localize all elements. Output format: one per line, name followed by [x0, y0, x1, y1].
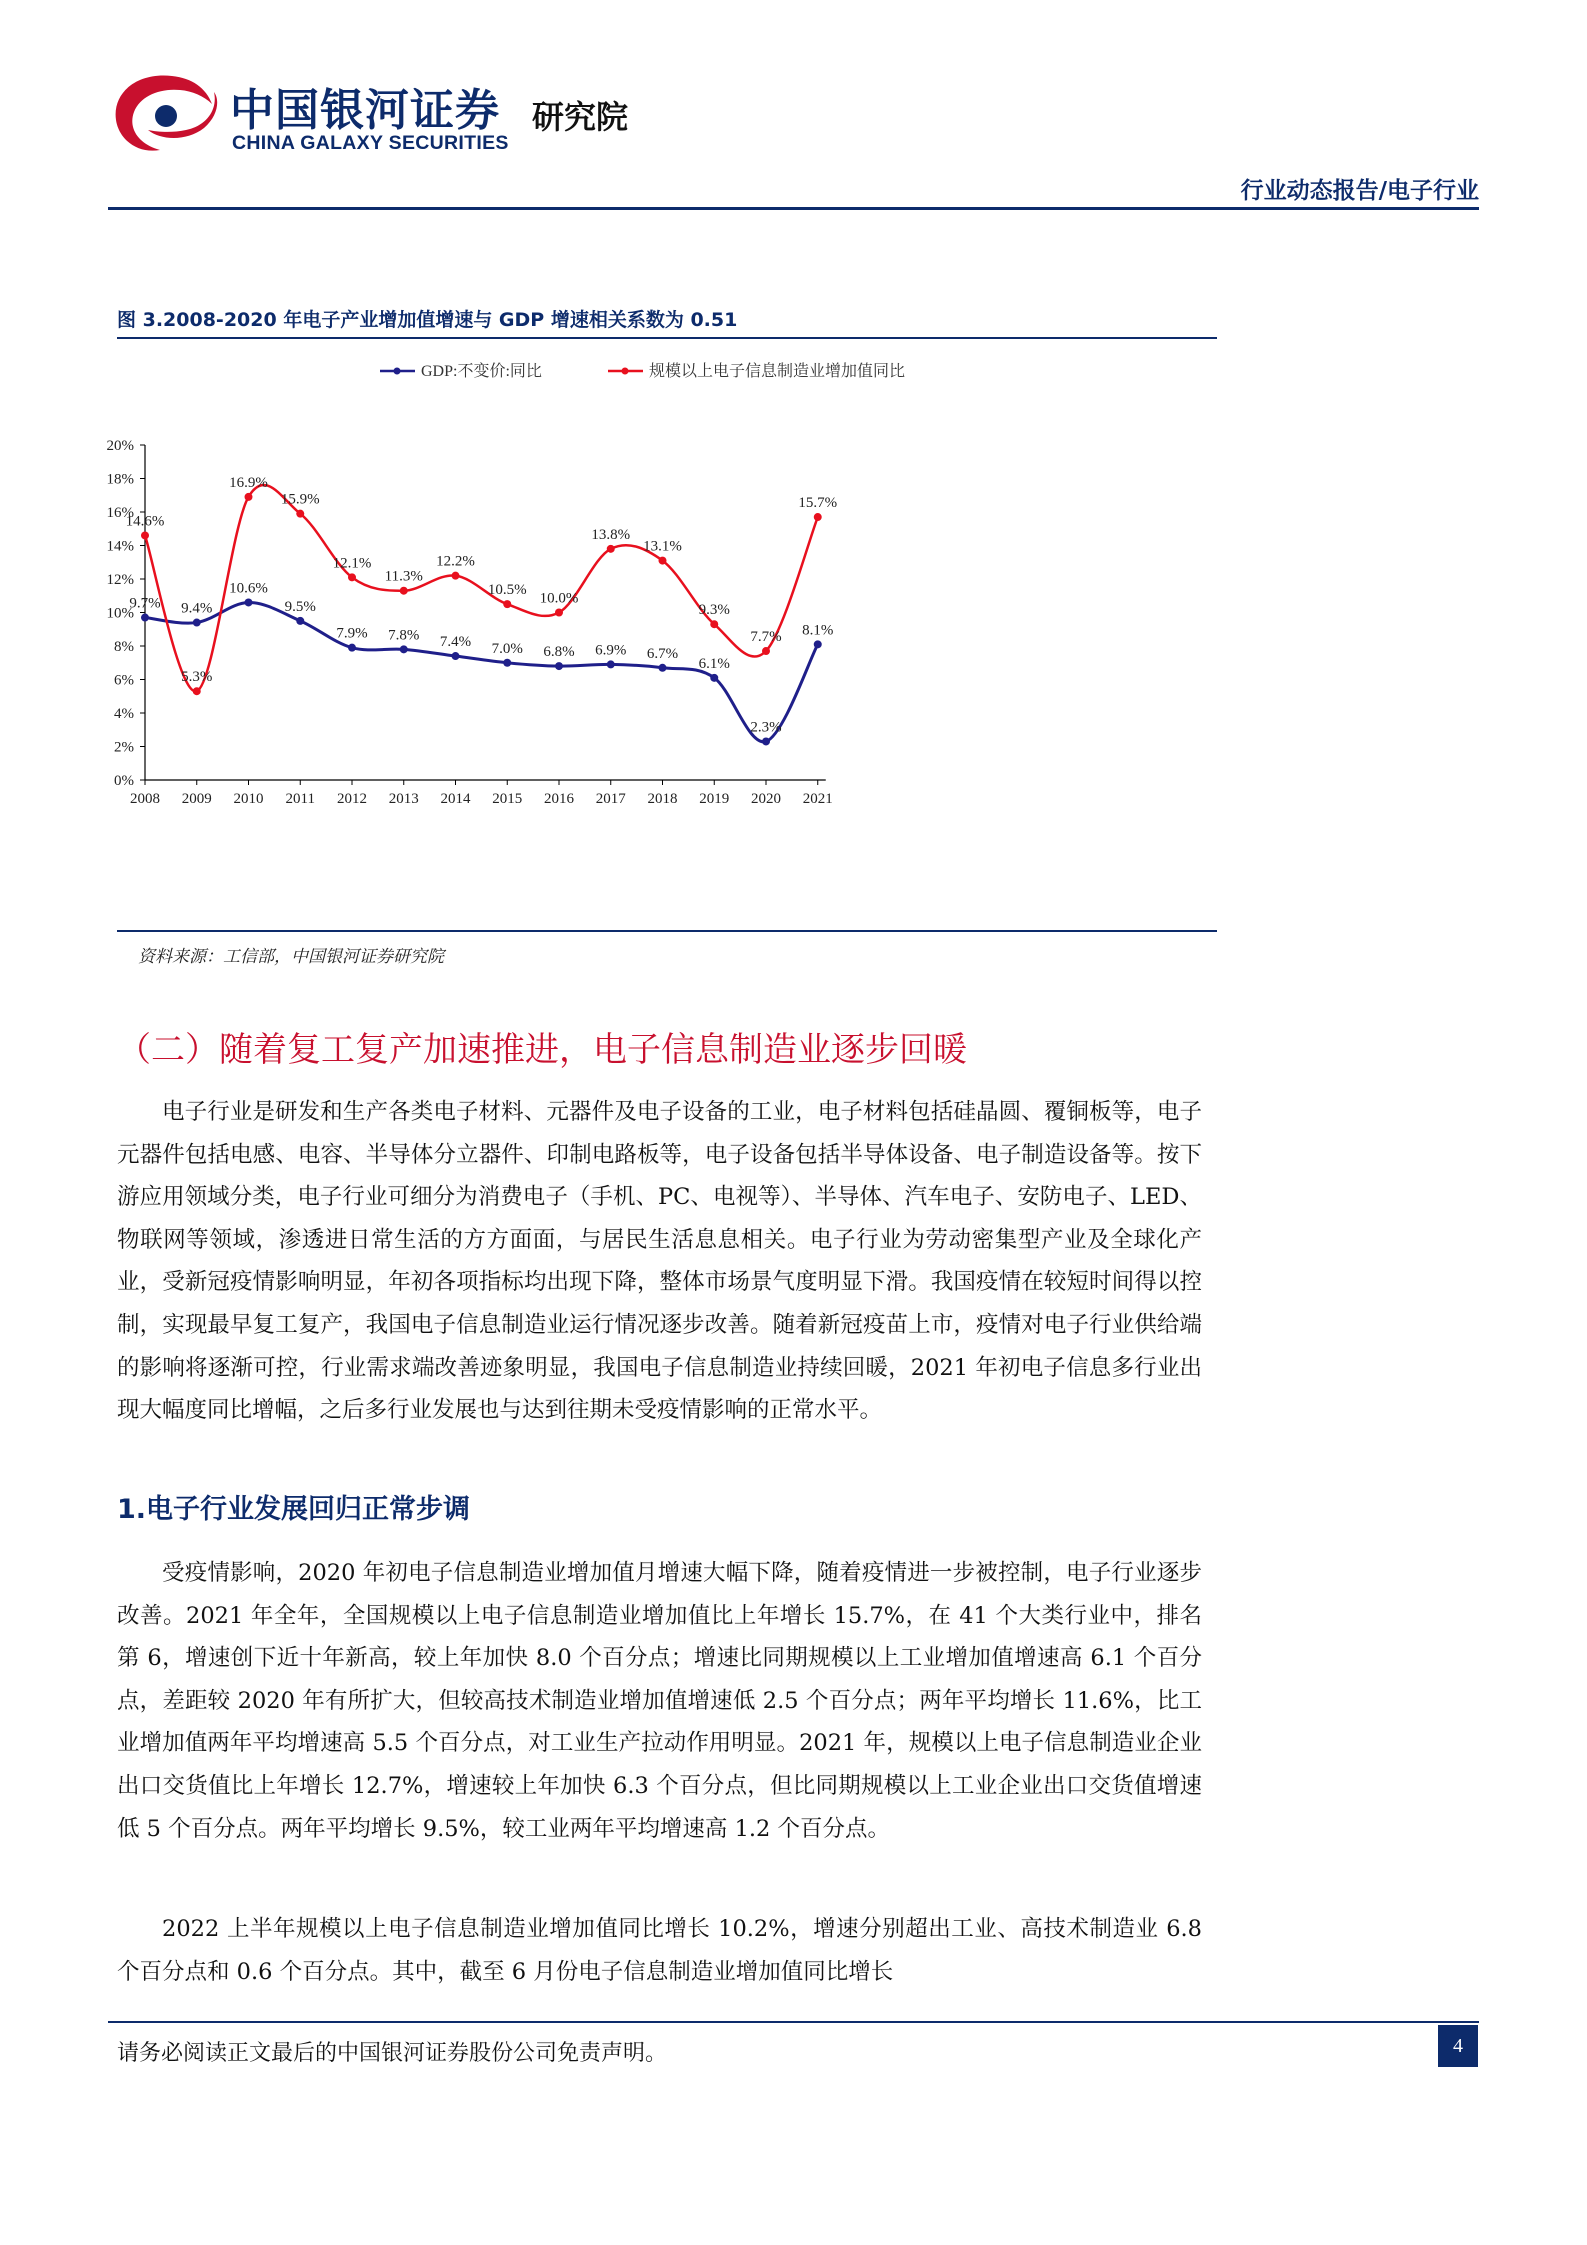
data-point-gdp — [348, 644, 356, 652]
data-label-electronics: 7.7% — [750, 629, 782, 646]
data-point-gdp — [193, 619, 201, 627]
legend — [380, 361, 905, 380]
x-tick-label: 2016 — [544, 791, 574, 807]
data-label-gdp: 9.7% — [129, 595, 161, 612]
subsection-paragraph-2: 2022 上半年规模以上电子信息制造业增加值同比增长 10.2%，增速分别超出工业、高技术制造业 6.8 个百分点和 0.6 个百分点。其中，截至 6 月份电子信息制造业增加值同比增长 — [117, 1916, 1202, 1985]
x-tick-label: 2019 — [699, 791, 730, 807]
figure-title: 图 3.2008-2020 年电子产业增加值增速与 GDP 增速相关系数为 0.51 — [117, 309, 738, 331]
data-label-electronics: 16.9% — [229, 474, 268, 491]
data-label-electronics: 10.0% — [539, 590, 579, 607]
figure-top-rule — [117, 337, 1217, 339]
data-point-electronics — [607, 545, 615, 553]
data-point-gdp — [452, 652, 460, 660]
y-tick-label: 2% — [114, 739, 134, 756]
y-tick-label: 4% — [114, 706, 134, 722]
x-tick-label: 2014 — [440, 791, 471, 807]
x-tick-label: 2012 — [337, 791, 367, 807]
data-point-electronics — [245, 493, 253, 501]
data-label-electronics: 10.5% — [487, 582, 527, 599]
header-divider — [108, 207, 1479, 210]
brand-name-en: CHINA GALAXY SECURITIES — [232, 132, 509, 154]
figure-source: 资料来源：工信部，中国银河证券研究院 — [138, 947, 444, 967]
data-label-electronics: 14.6% — [125, 513, 165, 530]
x-tick-label: 2010 — [233, 791, 264, 807]
x-tick-label: 2021 — [802, 791, 833, 807]
data-point-electronics — [659, 557, 667, 565]
data-label-gdp: 6.7% — [646, 645, 679, 662]
galaxy-swirl-icon — [108, 70, 226, 162]
institute-label: 研究院 — [532, 98, 629, 136]
data-label-gdp: 9.5% — [284, 598, 316, 615]
data-point-gdp — [245, 598, 253, 606]
data-label-gdp: 6.9% — [595, 642, 627, 659]
data-point-electronics — [762, 647, 770, 655]
y-tick-label: 16% — [106, 505, 134, 521]
footer-disclaimer: 请务必阅读正文最后的中国银河证券股份公司免责声明。 — [117, 2041, 668, 2066]
data-point-gdp — [814, 640, 822, 648]
x-tick-label: 2008 — [130, 791, 160, 807]
data-label-electronics: 13.8% — [591, 526, 631, 543]
data-label-gdp: 6.1% — [698, 655, 730, 672]
subsection-paragraph-1: 受疫情影响，2020 年初电子信息制造业增加值月增速大幅下降，随着疫情进一步被控制，电子行业逐步改善。2021 年全年，全国规模以上电子信息制造业增加值比上年增长 15.7%，在 41 个大类行业中，排名第 6，增速创下近十年新高，较上年加快 8.0 个百分点；增速比同期规模以上工业增加值增速高 6.1 个百分点，差距较 2020 年有所扩大，但较高技术制造业增加值增速低 2.5 个百分点；两年平均增长 11.6%，比工业增加值两年平均增速高 5.5 个百分点，对工业生产拉动作用明显。2021 年，规模以上电子信息制造业企业出口交货值比上年增长 12.7%，增速较上年加快 6.3 个百分点，但比同期规模以上工业企业出口交货值增速低 5 个百分点。两年平均增长 9.5%，较工业两年平均增速高 1.2 个百分点。 — [117, 1560, 1202, 1842]
data-point-gdp — [555, 662, 563, 670]
data-label-gdp: 7.4% — [439, 634, 472, 651]
page-number: 4 — [1438, 2025, 1478, 2067]
data-label-electronics: 12.1% — [332, 555, 372, 572]
data-label-electronics: 9.3% — [698, 602, 730, 619]
brand-name-cn: 中国银河证券 — [230, 85, 500, 136]
y-tick-label: 10% — [106, 605, 134, 622]
y-tick-label: 12% — [106, 572, 134, 588]
line-chart — [106, 345, 1217, 935]
data-point-gdp — [503, 659, 511, 667]
y-tick-label: 0% — [114, 773, 134, 789]
data-label-electronics: 11.3% — [384, 568, 423, 585]
data-label-electronics: 13.1% — [643, 538, 682, 555]
data-point-electronics — [296, 510, 304, 518]
data-point-gdp — [400, 645, 408, 653]
data-point-electronics — [400, 587, 408, 595]
x-tick-label: 2018 — [647, 791, 678, 807]
x-tick-label: 2015 — [492, 791, 523, 807]
data-point-gdp — [710, 674, 718, 682]
data-label-electronics: 15.9% — [280, 491, 320, 508]
x-tick-label: 2011 — [285, 791, 315, 807]
x-tick-label: 2017 — [595, 791, 626, 807]
data-point-gdp — [659, 664, 667, 672]
data-label-gdp: 7.8% — [388, 627, 420, 644]
legend-label-gdp: GDP:不变价:同比 — [421, 363, 542, 380]
data-label-electronics: 12.2% — [436, 553, 475, 570]
legend-label-electronics: 规模以上电子信息制造业增加值同比 — [649, 363, 906, 380]
y-tick-label: 8% — [114, 639, 134, 655]
x-tick-label: 2009 — [181, 791, 212, 807]
data-label-gdp: 6.8% — [543, 644, 575, 661]
data-label-gdp: 10.6% — [229, 580, 268, 597]
data-point-gdp — [296, 617, 304, 625]
x-tick-label: 2013 — [388, 791, 419, 807]
y-tick-label: 20% — [106, 438, 134, 454]
legend-marker-electronics — [622, 368, 629, 375]
data-point-electronics — [710, 620, 718, 628]
data-point-gdp — [607, 660, 615, 668]
legend-marker-gdp — [394, 368, 401, 375]
data-point-electronics — [348, 573, 356, 581]
data-point-electronics — [814, 513, 822, 521]
data-point-electronics — [141, 531, 149, 539]
data-label-gdp: 7.0% — [491, 640, 523, 657]
data-point-electronics — [193, 687, 201, 695]
data-point-gdp — [762, 737, 770, 745]
report-type: 行业动态报告/电子行业 — [1240, 178, 1479, 204]
data-label-gdp: 9.4% — [181, 600, 213, 617]
footer-divider — [108, 2021, 1479, 2023]
x-tick-label: 2020 — [751, 791, 781, 807]
data-point-gdp — [141, 614, 149, 622]
data-label-electronics: 15.7% — [798, 495, 838, 512]
data-point-electronics — [503, 600, 511, 608]
data-label-gdp: 8.1% — [802, 622, 834, 639]
figure-bottom-rule — [117, 930, 1217, 932]
section-heading: （二）随着复工复产加速推进，电子信息制造业逐步回暖 — [117, 1030, 967, 1070]
subsection-heading: 1.电子行业发展回归正常步调 — [117, 1494, 471, 1525]
data-point-electronics — [452, 572, 460, 580]
data-point-electronics — [555, 609, 563, 617]
brand-logo — [108, 70, 668, 160]
data-label-gdp: 7.9% — [336, 625, 368, 642]
section-paragraph: 电子行业是研发和生产各类电子材料、元器件及电子设备的工业，电子材料包括硅晶圆、覆铜板等，电子元器件包括电感、电容、半导体分立器件、印制电路板等，电子设备包括半导体设备、电子制造设备等。按下游应用领域分类，电子行业可细分为消费电子（手机、PC、电视等）、半导体、汽车电子、安防电子、LED、物联网等领域，渗透进日常生活的方方面面，与居民生活息息相关。电子行业为劳动密集型产业及全球化产业，受新冠疫情影响明显，年初各项指标均出现下降，整体市场景气度明显下滑。我国疫情在较短时间得以控制，实现最早复工复产，我国电子信息制造业运行情况逐步改善。随着新冠疫苗上市，疫情对电子行业供给端的影响将逐渐可控，行业需求端改善迹象明显，我国电子信息制造业持续回暖，2021 年初电子信息多行业出现大幅度同比增幅，之后多行业发展也与达到往期未受疫情影响的正常水平。 — [117, 1099, 1202, 1424]
data-label-electronics: 5.3% — [181, 669, 213, 686]
y-tick-label: 18% — [106, 471, 134, 488]
y-tick-label: 6% — [114, 672, 134, 689]
y-tick-label: 14% — [106, 538, 134, 555]
data-label-gdp: 2.3% — [750, 719, 782, 736]
